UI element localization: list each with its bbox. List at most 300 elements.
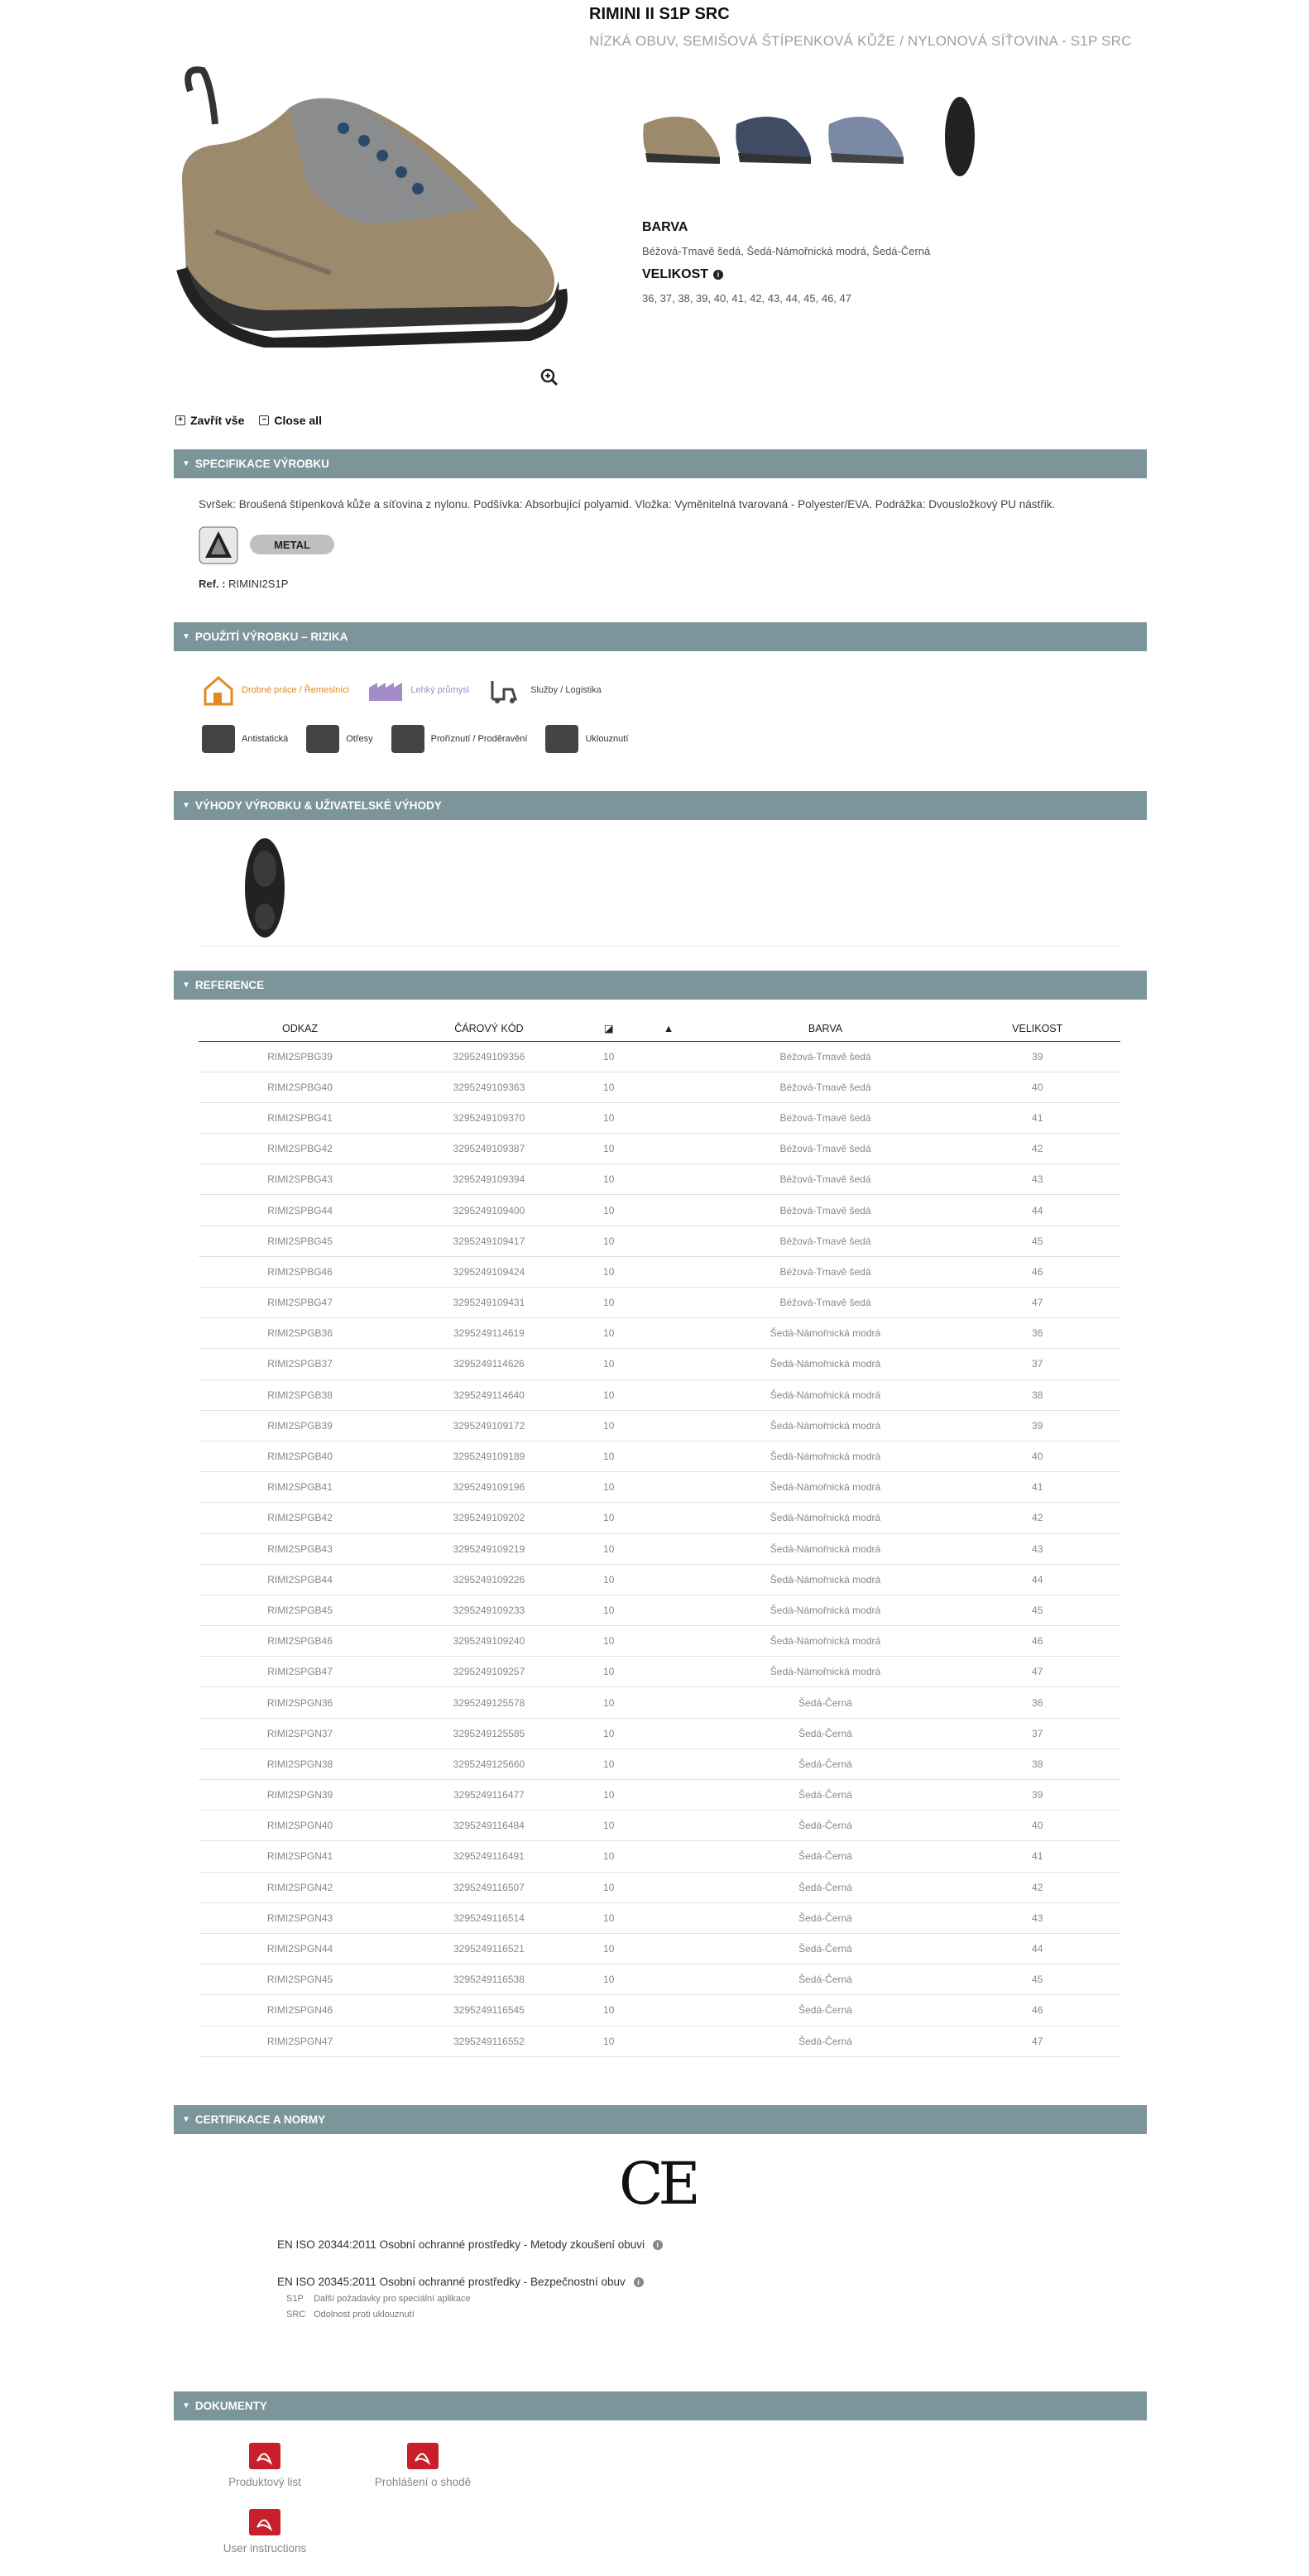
table-cell: Šedá-Černá [697, 1687, 955, 1718]
table-cell: RIMI2SPGN46 [199, 1995, 401, 2026]
table-cell [641, 1718, 697, 1749]
table-cell: RIMI2SPBG41 [199, 1102, 401, 1133]
table-cell: 44 [954, 1195, 1120, 1226]
color-label: BARVA [642, 220, 688, 234]
table-cell: 10 [577, 1718, 641, 1749]
pdf-icon [246, 2441, 284, 2471]
table-cell: Šedá-Námořnická modrá [697, 1533, 955, 1564]
table-cell: 10 [577, 1472, 641, 1503]
table-cell: 10 [577, 1226, 641, 1256]
table-cell: RIMI2SPGN42 [199, 1872, 401, 1902]
table-cell: 10 [577, 1564, 641, 1595]
section-header-use[interactable]: ▼ POUŽITÍ VÝROBKU – RIZIKA [174, 622, 1147, 651]
risk-shock: Otřesy [306, 725, 372, 753]
size-value: 36, 37, 38, 39, 40, 41, 42, 43, 44, 45, 46, 47 [642, 292, 851, 305]
table-cell: Šedá-Námořnická modrá [697, 1410, 955, 1441]
pdf-icon [246, 2507, 284, 2537]
table-cell [641, 1626, 697, 1657]
table-row [199, 1164, 1120, 1195]
table-cell: 39 [954, 1041, 1120, 1072]
table-cell: Šedá-Černá [697, 1780, 955, 1811]
table-row [199, 1718, 1120, 1749]
col-person-icon [641, 1016, 697, 1041]
caret-down-icon: ▼ [182, 2401, 190, 2411]
table-row [199, 1657, 1120, 1687]
table-cell: 3295249125660 [401, 1749, 577, 1779]
table-cell: Šedá-Námořnická modrá [697, 1595, 955, 1625]
table-row [199, 1595, 1120, 1625]
table-cell: RIMI2SPGN36 [199, 1687, 401, 1718]
table-cell: Šedá-Námořnická modrá [697, 1503, 955, 1533]
table-cell: RIMI2SPGN37 [199, 1718, 401, 1749]
table-cell: 3295249109226 [401, 1564, 577, 1595]
table-row [199, 1564, 1120, 1595]
table-row [199, 1933, 1120, 1964]
table-cell: RIMI2SPBG46 [199, 1256, 401, 1287]
table-cell: RIMI2SPBG43 [199, 1164, 401, 1195]
col-box-icon [577, 1016, 641, 1041]
table-cell: RIMI2SPGB38 [199, 1379, 401, 1410]
table-cell [641, 1134, 697, 1164]
table-cell [641, 1749, 697, 1779]
norm-info-icon[interactable]: i [634, 2277, 644, 2287]
table-cell: 3295249109233 [401, 1595, 577, 1625]
table-row [199, 1964, 1120, 1995]
box-icon: ◪ [603, 1023, 614, 1035]
table-cell: RIMI2SPGB42 [199, 1503, 401, 1533]
table-cell: RIMI2SPGB36 [199, 1318, 401, 1349]
col-barcode: ČÁROVÝ KÓD [401, 1016, 577, 1041]
table-cell: 10 [577, 1841, 641, 1872]
table-cell [641, 2026, 697, 2056]
caret-down-icon: ▼ [182, 459, 190, 468]
doc-user-instructions[interactable]: User instructions [217, 2507, 313, 2554]
table-cell: RIMI2SPGB47 [199, 1657, 401, 1687]
open-all-toggle[interactable]: + Zavřít vše [175, 414, 244, 427]
table-cell: 3295249116491 [401, 1841, 577, 1872]
table-cell [641, 1687, 697, 1718]
thumbnail-beige[interactable] [643, 117, 720, 164]
metal-badge: METAL [250, 535, 334, 554]
table-cell: Šedá-Námořnická modrá [697, 1472, 955, 1503]
table-cell: 3295249116552 [401, 2026, 577, 2056]
table-cell: RIMI2SPGB44 [199, 1564, 401, 1595]
table-cell: 10 [577, 1780, 641, 1811]
table-row [199, 1441, 1120, 1471]
table-cell: 10 [577, 1687, 641, 1718]
table-cell [641, 1564, 697, 1595]
table-cell: 10 [577, 1902, 641, 1933]
table-cell: 38 [954, 1379, 1120, 1410]
slip-icon [545, 725, 578, 753]
table-cell: 36 [954, 1687, 1120, 1718]
table-row [199, 1041, 1120, 1072]
risk-list [202, 725, 628, 753]
table-cell: RIMI2SPBG40 [199, 1072, 401, 1102]
thumbnail-grey-black[interactable] [828, 117, 904, 164]
main-product-image[interactable] [165, 58, 571, 348]
table-cell: RIMI2SPGB37 [199, 1349, 401, 1379]
norm-sub-1: S1P Další požadavky pro speciální aplikace [286, 2294, 471, 2304]
table-cell: 3295249125585 [401, 1718, 577, 1749]
toggle-bar [175, 414, 322, 427]
table-cell: 10 [577, 1749, 641, 1779]
table-cell: 3295249116514 [401, 1902, 577, 1933]
table-cell: 3295249109400 [401, 1195, 577, 1226]
table-cell: RIMI2SPGB41 [199, 1472, 401, 1503]
caret-down-icon: ▼ [182, 2115, 190, 2124]
reference-table [199, 1016, 1120, 2057]
factory-icon [367, 678, 404, 703]
table-cell: 3295249116545 [401, 1995, 577, 2026]
table-cell: 45 [954, 1964, 1120, 1995]
table-cell [641, 1964, 697, 1995]
section-header-reference[interactable]: ▼ REFERENCE [174, 971, 1147, 1000]
table-cell: 10 [577, 1164, 641, 1195]
table-row [199, 1749, 1120, 1779]
table-row [199, 1256, 1120, 1287]
table-cell: 3295249109431 [401, 1288, 577, 1318]
table-cell [641, 1041, 697, 1072]
reference-table-body [199, 1041, 1120, 2056]
table-cell: Šedá-Černá [697, 1933, 955, 1964]
table-cell: 3295249125578 [401, 1687, 577, 1718]
norm-row-1: EN ISO 20344:2011 Osobní ochranné prostředky - Metody zkoušení obuvi i [277, 2238, 663, 2251]
sector-logistics: Služby / Logistika [487, 674, 602, 706]
table-cell: 10 [577, 1041, 641, 1072]
table-cell: Šedá-Námořnická modrá [697, 1657, 955, 1687]
table-cell: RIMI2SPBG42 [199, 1134, 401, 1164]
table-row [199, 1072, 1120, 1102]
product-subtitle: NÍZKÁ OBUV, SEMIŠOVÁ ŠTÍPENKOVÁ KŮŽE / NYLONOVÁ SÍŤOVINA - S1P SRC [589, 33, 1132, 49]
table-cell: Šedá-Černá [697, 1718, 955, 1749]
table-cell: RIMI2SPGN40 [199, 1811, 401, 1841]
table-cell [641, 1072, 697, 1102]
spec-text: Svršek: Broušená štípenková kůže a síťovina z nylonu. Podšívka: Absorbující polyamid. Vložka: Vyměnitelná tvarovaná - Polyester/EVA. Podrážka: Dvousložkový PU nástřik. [199, 498, 1056, 511]
table-cell: 47 [954, 1288, 1120, 1318]
doc-product-sheet[interactable]: Produktový list [223, 2441, 306, 2488]
table-cell: 45 [954, 1226, 1120, 1256]
table-cell: Béžová-Tmavě šedá [697, 1134, 955, 1164]
table-cell [641, 1441, 697, 1471]
table-cell: Šedá-Černá [697, 1841, 955, 1872]
thumbnail-sole[interactable] [945, 97, 975, 176]
table-cell: 37 [954, 1718, 1120, 1749]
divider [199, 946, 1120, 947]
table-cell [641, 1410, 697, 1441]
table-cell [641, 1902, 697, 1933]
close-all-toggle[interactable]: − Close all [259, 414, 322, 427]
sector-light-industry: Lehký průmysl [367, 674, 469, 706]
sector-list [202, 674, 602, 706]
table-cell: 44 [954, 1933, 1120, 1964]
table-cell: 10 [577, 1379, 641, 1410]
table-cell: Šedá-Černá [697, 1872, 955, 1902]
table-cell: 10 [577, 1410, 641, 1441]
table-cell: Béžová-Tmavě šedá [697, 1102, 955, 1133]
table-row [199, 1226, 1120, 1256]
pdf-icon [404, 2441, 442, 2471]
table-row [199, 1472, 1120, 1503]
table-cell: 10 [577, 1933, 641, 1964]
table-cell: Béžová-Tmavě šedá [697, 1226, 955, 1256]
thumbnail-navy[interactable] [736, 117, 811, 164]
table-cell: 3295249114619 [401, 1318, 577, 1349]
table-cell: Šedá-Černá [697, 1995, 955, 2026]
ce-mark: CE [619, 2150, 696, 2218]
table-cell: 40 [954, 1072, 1120, 1102]
table-cell: Béžová-Tmavě šedá [697, 1041, 955, 1072]
table-cell [641, 1533, 697, 1564]
table-cell: 45 [954, 1595, 1120, 1625]
table-cell [641, 1811, 697, 1841]
table-cell [641, 1472, 697, 1503]
table-cell: Béžová-Tmavě šedá [697, 1256, 955, 1287]
table-cell: RIMI2SPGB40 [199, 1441, 401, 1471]
table-cell: 10 [577, 1872, 641, 1902]
table-cell: 10 [577, 1441, 641, 1471]
table-row [199, 1318, 1120, 1349]
size-label: VELIKOST [642, 267, 709, 281]
table-cell: 3295249114626 [401, 1349, 577, 1379]
table-cell: 10 [577, 1964, 641, 1995]
table-row [199, 1687, 1120, 1718]
table-cell: RIMI2SPGB46 [199, 1626, 401, 1657]
section-header-cert[interactable]: ▼ CERTIFIKACE A NORMY [174, 2105, 1147, 2134]
table-cell: Šedá-Námořnická modrá [697, 1349, 955, 1379]
risk-puncture: Proříznutí / Proděravění [391, 725, 528, 753]
table-cell: 46 [954, 1256, 1120, 1287]
forklift-icon [487, 676, 524, 704]
table-cell: Šedá-Námořnická modrá [697, 1564, 955, 1595]
antistatic-icon [202, 725, 235, 753]
table-cell: Šedá-Černá [697, 2026, 955, 2056]
table-cell: 42 [954, 1134, 1120, 1164]
table-cell: 38 [954, 1749, 1120, 1779]
table-cell: 3295249109387 [401, 1134, 577, 1164]
table-cell: 42 [954, 1503, 1120, 1533]
table-cell: Šedá-Černá [697, 1811, 955, 1841]
table-row [199, 1134, 1120, 1164]
table-cell: 10 [577, 1134, 641, 1164]
table-cell: Béžová-Tmavě šedá [697, 1288, 955, 1318]
table-cell [641, 1872, 697, 1902]
size-info-icon[interactable]: i [713, 270, 723, 280]
table-cell [641, 1226, 697, 1256]
section-header-spec[interactable]: ▼ SPECIFIKACE VÝROBKU [174, 449, 1147, 478]
table-cell: 46 [954, 1626, 1120, 1657]
table-cell: 37 [954, 1349, 1120, 1379]
ref-label: Ref. : [199, 578, 226, 590]
table-cell: 3295249109196 [401, 1472, 577, 1503]
norm-sub-2: SRC Odolnost proti uklouznutí [286, 2310, 415, 2319]
table-cell: 10 [577, 1256, 641, 1287]
table-cell: 40 [954, 1811, 1120, 1841]
table-cell: 40 [954, 1441, 1120, 1471]
table-cell: 43 [954, 1164, 1120, 1195]
table-cell [641, 1379, 697, 1410]
col-ref: ODKAZ [199, 1016, 401, 1041]
col-size: VELIKOST [954, 1016, 1120, 1041]
table-cell: 3295249109417 [401, 1226, 577, 1256]
table-cell: RIMI2SPGN47 [199, 2026, 401, 2056]
table-cell: 10 [577, 1995, 641, 2026]
table-cell: RIMI2SPGN45 [199, 1964, 401, 1995]
table-cell: 3295249116507 [401, 1872, 577, 1902]
caret-down-icon: ▼ [182, 801, 190, 810]
table-cell [641, 1933, 697, 1964]
table-cell [641, 1102, 697, 1133]
norm-info-icon[interactable]: i [653, 2240, 663, 2250]
table-cell: 3295249109363 [401, 1072, 577, 1102]
table-cell: 3295249116521 [401, 1933, 577, 1964]
table-cell: RIMI2SPBG39 [199, 1041, 401, 1072]
table-cell [641, 1288, 697, 1318]
table-cell: 42 [954, 1872, 1120, 1902]
doc-declaration[interactable]: Prohlášení o shodě [369, 2441, 477, 2488]
table-cell: Šedá-Černá [697, 1749, 955, 1779]
caret-down-icon: ▼ [182, 981, 190, 990]
table-cell [641, 1503, 697, 1533]
table-row [199, 1780, 1120, 1811]
table-cell: 3295249116538 [401, 1964, 577, 1995]
table-row [199, 1533, 1120, 1564]
table-cell: Béžová-Tmavě šedá [697, 1164, 955, 1195]
table-row [199, 1902, 1120, 1933]
minus-icon: − [259, 415, 269, 425]
table-cell: RIMI2SPBG45 [199, 1226, 401, 1256]
section-header-benefits[interactable]: ▼ VÝHODY VÝROBKU & UŽIVATELSKÉ VÝHODY [174, 791, 1147, 820]
table-row [199, 1872, 1120, 1902]
table-row [199, 1288, 1120, 1318]
table-cell: 10 [577, 1349, 641, 1379]
ref-line [199, 578, 288, 590]
col-color: BARVA [697, 1016, 955, 1041]
sole-image [240, 836, 290, 940]
table-header-row [199, 1016, 1120, 1041]
table-cell: 44 [954, 1564, 1120, 1595]
table-cell: 3295249109240 [401, 1626, 577, 1657]
table-cell: 10 [577, 1102, 641, 1133]
table-cell: RIMI2SPGB43 [199, 1533, 401, 1564]
table-cell: 10 [577, 1533, 641, 1564]
table-cell: 3295249109202 [401, 1503, 577, 1533]
table-row [199, 2026, 1120, 2056]
house-icon [202, 674, 235, 706]
table-cell: RIMI2SPGB45 [199, 1595, 401, 1625]
table-cell: 10 [577, 1503, 641, 1533]
table-cell [641, 1657, 697, 1687]
norm-row-2: EN ISO 20345:2011 Osobní ochranné prostředky - Bezpečnostní obuv i [277, 2276, 644, 2288]
table-cell: 3295249114640 [401, 1379, 577, 1410]
table-cell: 10 [577, 1657, 641, 1687]
person-icon: ▲ [663, 1022, 674, 1034]
puncture-icon [391, 725, 424, 753]
table-row [199, 1626, 1120, 1657]
color-value: Béžová-Tmavě šedá, Šedá-Námořnická modrá, Šedá-Černá [642, 245, 931, 257]
table-cell: RIMI2SPBG47 [199, 1288, 401, 1318]
table-cell: 10 [577, 1195, 641, 1226]
table-row [199, 1811, 1120, 1841]
table-cell: RIMI2SPGN39 [199, 1780, 401, 1811]
table-cell: 41 [954, 1472, 1120, 1503]
table-cell: 10 [577, 1811, 641, 1841]
table-cell: 43 [954, 1533, 1120, 1564]
table-cell [641, 1164, 697, 1195]
table-cell: Béžová-Tmavě šedá [697, 1195, 955, 1226]
table-cell: RIMI2SPBG44 [199, 1195, 401, 1226]
table-cell: 3295249109394 [401, 1164, 577, 1195]
thumbnail-strip[interactable] [637, 91, 985, 182]
table-cell: 39 [954, 1410, 1120, 1441]
table-row [199, 1102, 1120, 1133]
table-cell: 36 [954, 1318, 1120, 1349]
risk-antistatic: Antistatická [202, 725, 288, 753]
table-cell [641, 1256, 697, 1287]
caret-down-icon: ▼ [182, 632, 190, 641]
zoom-icon[interactable] [539, 367, 559, 387]
table-cell: 3295249109189 [401, 1441, 577, 1471]
table-cell: 10 [577, 1595, 641, 1625]
table-cell [641, 1349, 697, 1379]
table-cell: RIMI2SPGN38 [199, 1749, 401, 1779]
product-title: RIMINI II S1P SRC [589, 5, 730, 23]
table-cell: 3295249109356 [401, 1041, 577, 1072]
table-cell: Šedá-Černá [697, 1902, 955, 1933]
table-cell: 10 [577, 1318, 641, 1349]
table-cell: 41 [954, 1102, 1120, 1133]
plus-icon: + [175, 415, 185, 425]
table-cell: Šedá-Námořnická modrá [697, 1379, 955, 1410]
table-cell [641, 1195, 697, 1226]
table-cell: 39 [954, 1780, 1120, 1811]
table-cell: 43 [954, 1902, 1120, 1933]
section-header-docs[interactable]: ▼ DOKUMENTY [174, 2391, 1147, 2420]
table-cell: 46 [954, 1995, 1120, 2026]
table-cell [641, 1841, 697, 1872]
table-cell: 3295249116484 [401, 1811, 577, 1841]
table-cell: Šedá-Námořnická modrá [697, 1441, 955, 1471]
table-row [199, 1349, 1120, 1379]
table-row [199, 1995, 1120, 2026]
table-row [199, 1195, 1120, 1226]
table-cell [641, 1780, 697, 1811]
table-row [199, 1410, 1120, 1441]
table-cell: Šedá-Námořnická modrá [697, 1318, 955, 1349]
table-row [199, 1379, 1120, 1410]
table-cell: 41 [954, 1841, 1120, 1872]
table-cell: 47 [954, 1657, 1120, 1687]
table-cell [641, 1318, 697, 1349]
table-cell: Béžová-Tmavě šedá [697, 1072, 955, 1102]
table-cell: RIMI2SPGN41 [199, 1841, 401, 1872]
shock-icon [306, 725, 339, 753]
table-cell: 3295249109424 [401, 1256, 577, 1287]
risk-slip: Uklouznutí [545, 725, 628, 753]
table-cell: 3295249109257 [401, 1657, 577, 1687]
table-cell [641, 1595, 697, 1625]
table-cell: 3295249116477 [401, 1780, 577, 1811]
table-cell: 10 [577, 1626, 641, 1657]
sector-craftsmen: Drobné práce / Řemeslníci [202, 674, 349, 706]
table-cell: Šedá-Námořnická modrá [697, 1626, 955, 1657]
delta-logo-icon [199, 526, 238, 564]
ref-value: RIMINI2S1P [228, 578, 289, 590]
table-cell: RIMI2SPGN43 [199, 1902, 401, 1933]
table-row [199, 1503, 1120, 1533]
table-cell: 10 [577, 1288, 641, 1318]
table-cell: 10 [577, 1072, 641, 1102]
